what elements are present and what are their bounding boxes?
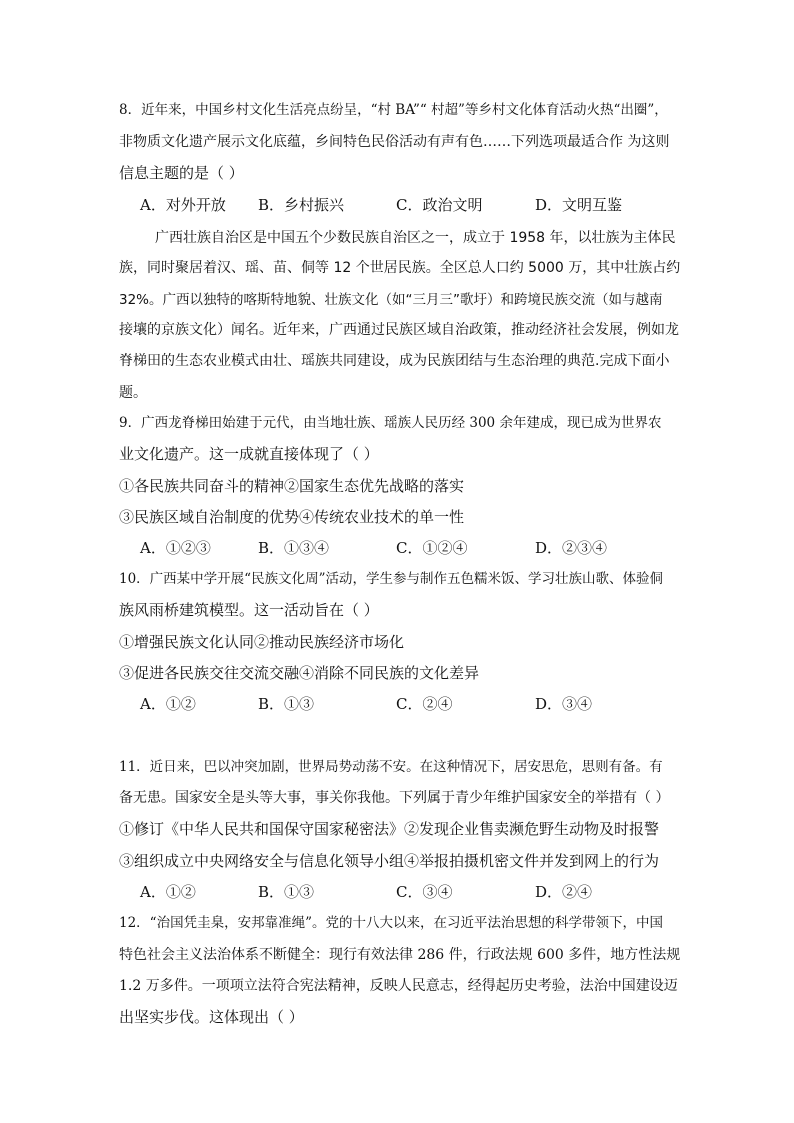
q11-option-a: A．①② (140, 883, 196, 901)
q9-option-a: A．①②③ (140, 539, 211, 557)
q11-line-2: 备无患。国家安全是头等大事，事关你我他。下列属于青少年维护国家安全的举措有（ ） (119, 790, 670, 806)
q10-option-c: C．②④ (396, 695, 453, 713)
q8-option-b: B．乡村振兴 (258, 196, 345, 214)
q8-line-3: 信息主题的是（ ） (119, 164, 244, 182)
q10-line-3: ①增强民族文化认同②推动民族经济市场化 (119, 633, 405, 651)
q12-line-1: 12．“治国凭圭臬，安邦靠准绳”。党的十八大以来，在习近平法治思想的科学带领下，中国 (119, 915, 663, 931)
material-line-1: 广西壮族自治区是中国五个少数民族自治区之一，成立于 1958 年，以壮族为主体民 (155, 230, 676, 246)
q9-option-b: B．①③④ (258, 539, 330, 557)
q8-option-d: D．文明互鉴 (535, 196, 623, 214)
q8-option-c: C．政治文明 (396, 196, 483, 214)
q12-line-4: 出坚实步伐。这体现出（ ） (119, 1008, 304, 1026)
q9-line-2: 业文化遗产。这一成就直接体现了（ ） (119, 445, 379, 463)
material-line-3: 32%。广西以独特的喀斯特地貌、壮族文化（如“三月三”歌圩）和跨境民族交流（如与越南 (119, 292, 663, 308)
q11-line-4: ③组织成立中央网络安全与信息化领导小组④举报拍摄机密文件并发到网上的行为 (119, 852, 660, 870)
q8-line-2: 非物质文化遗产展示文化底蕴，乡间特色民俗活动有声有色……下列选项最适合作 为这则 (119, 134, 670, 150)
q9-option-d: D．②③④ (535, 539, 608, 557)
q8-line-1: 8．近年来，中国乡村文化生活亮点纷呈，“村 BA”“ 村超”等乡村文化体育活动火热“出圈”， (119, 102, 668, 118)
q9-line-3: ①各民族共同奋斗的精神②国家生态优先战略的落实 (119, 477, 465, 495)
q9-line-4: ③民族区域自治制度的优势④传统农业技术的单一性 (119, 508, 465, 526)
q8-option-a: A．对外开放 (140, 196, 226, 214)
q10-line-1: 10．广西某中学开展“民族文化周”活动，学生参与制作五色糯米饭、学习壮族山歌、体验侗 (119, 571, 663, 587)
q10-option-b: B．①③ (258, 695, 315, 713)
material-line-2: 族，同时聚居着汉、瑶、苗、侗等 12 个世居民族。全区总人口约 5000 万，其中壮族占约 (119, 260, 681, 276)
material-line-5: 脊梯田的生态农业模式由壮、瑶族共同建设，成为民族团结与生态治理的典范.完成下面小 (119, 353, 670, 369)
q11-option-d: D．②④ (535, 883, 593, 901)
q9-option-c: C．①②④ (396, 539, 468, 557)
q12-line-3: 1.2 万多件。一项项立法符合宪法精神，反映人民意志，经得起历史考验，法治中国建设迈 (119, 978, 678, 994)
q10-option-d: D．③④ (535, 695, 593, 713)
q10-line-4: ③促进各民族交往交流交融④消除不同民族的文化差异 (119, 664, 480, 682)
q11-line-1: 11．近日来，巴以冲突加剧，世界局势动荡不安。在这种情况下，居安思危，思则有备。有 (119, 759, 663, 775)
q10-option-a: A．①② (140, 695, 196, 713)
q10-line-2: 族风雨桥建筑模型。这一活动旨在（ ） (119, 601, 379, 619)
material-line-6: 题。 (119, 385, 147, 401)
q11-option-b: B．①③ (258, 883, 315, 901)
q11-option-c: C．③④ (396, 883, 453, 901)
q11-line-3: ①修订《中华人民共和国保守国家秘密法》②发现企业售卖濒危野生动物及时报警 (119, 820, 660, 838)
material-line-4: 接壤的京族文化）闻名。近年来，广西通过民族区域自治政策，推动经济社会发展，例如龙 (119, 322, 679, 338)
q12-line-2: 特色社会主义法治体系不断健全：现行有效法律 286 件，行政法规 600 多件，地方性法规 (119, 947, 681, 963)
q9-line-1: 9．广西龙脊梯田始建于元代，由当地壮族、瑶族人民历经 300 余年建成，现已成为世界农 (119, 415, 662, 431)
